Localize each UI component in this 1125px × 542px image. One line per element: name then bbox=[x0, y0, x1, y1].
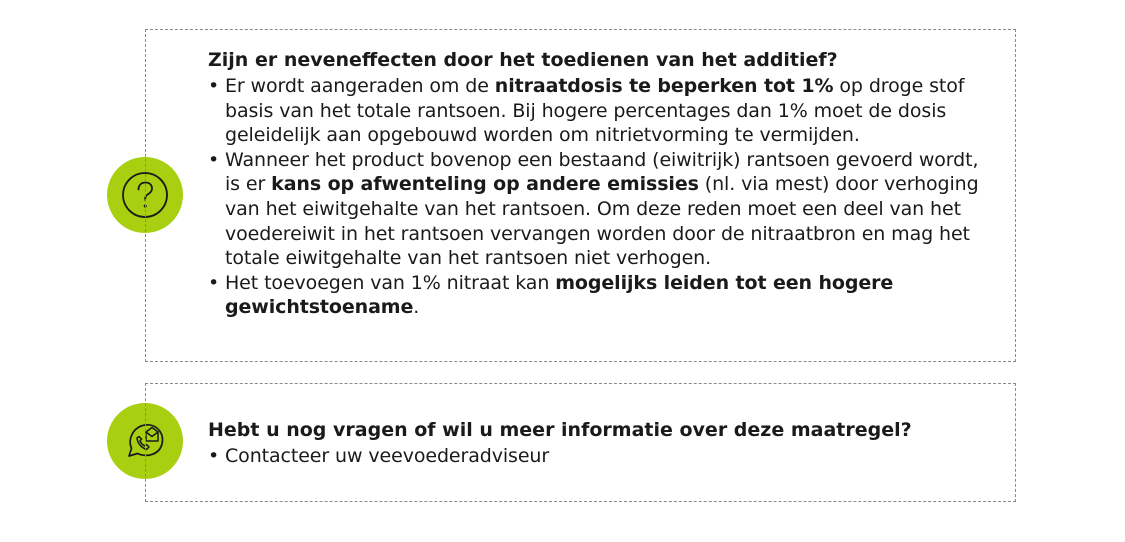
list-item bbox=[208, 148, 987, 271]
side-effects-content bbox=[208, 48, 987, 320]
bullet-text: Wanneer het product bovenop een bestaand (eiwitrijk) rantsoen gevoerd wordt, is er bbox=[225, 148, 979, 196]
list-item bbox=[208, 74, 987, 148]
side-effects-box bbox=[145, 29, 1016, 362]
contact-content bbox=[208, 418, 987, 469]
side-effects-list bbox=[208, 74, 987, 320]
side-effects-heading: Zijn er neveneffecten door het toedienen van het additief? bbox=[208, 49, 838, 71]
bullet-text: . bbox=[413, 296, 420, 319]
contact-box bbox=[145, 383, 1016, 502]
bullet-text: (nl. via mest) door verhoging van het eiwitgehalte van het rantsoen. Om deze reden moet een deel van het voedereiwit in het rantsoen vervangen worden door de nitraatbron en mag het totale eiwitgehalte van het rantsoen niet verhogen. bbox=[225, 173, 979, 270]
list-item: • Contacteer uw veevoederadviseur bbox=[208, 444, 987, 469]
bullet-emphasis: kans op afwenteling op andere emissies bbox=[271, 173, 699, 196]
bullet-text: op droge stof basis van het totale rantsoen. Bij hogere percentages dan 1% moet de dosis geleidelijk aan opgebouwd worden om nitrietvorming te vermijden. bbox=[225, 75, 965, 147]
contact-heading: Hebt u nog vragen of wil u meer informatie over deze maatregel? bbox=[208, 419, 912, 441]
bullet-emphasis: mogelijks leiden tot een hogere gewichtstoename bbox=[225, 271, 894, 319]
list-item bbox=[208, 271, 987, 320]
bullet-text: Er wordt aangeraden om de bbox=[225, 75, 495, 97]
contact-list bbox=[208, 444, 987, 469]
bullet-text: Het toevoegen van 1% nitraat kan bbox=[225, 271, 556, 294]
bullet-emphasis: nitraatdosis te beperken tot 1% bbox=[494, 75, 834, 97]
